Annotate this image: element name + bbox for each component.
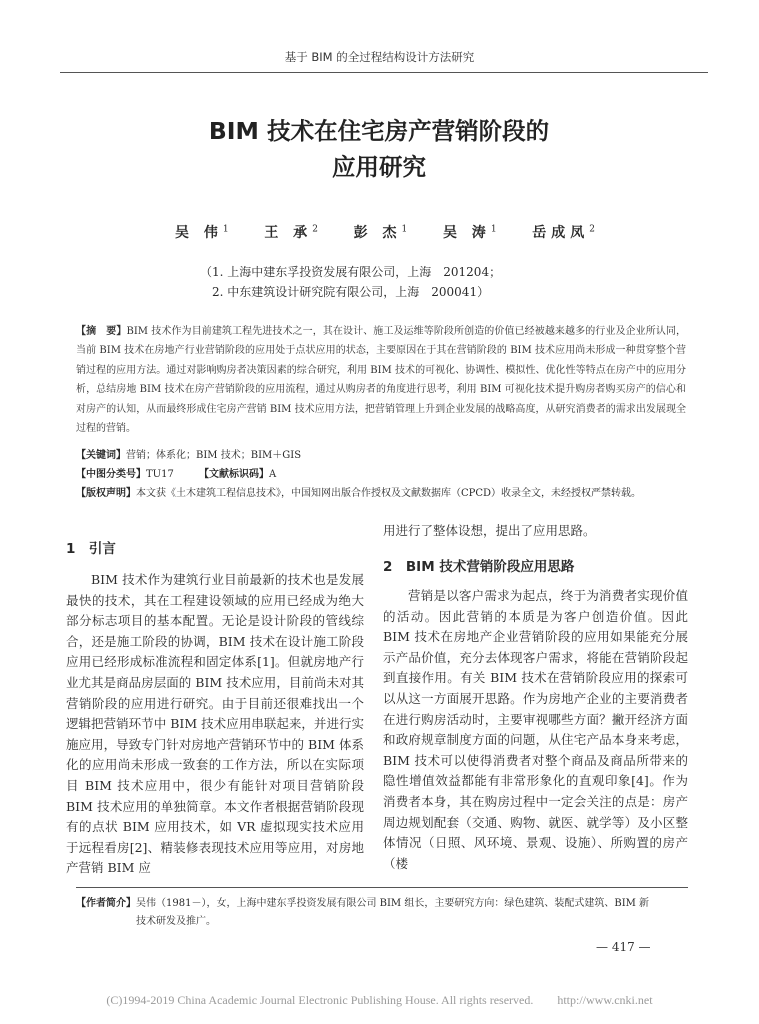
clc-code: TU17: [146, 469, 174, 480]
abstract: [76, 322, 686, 438]
author-note: [76, 895, 688, 931]
keywords-label: 【关键词】: [76, 450, 126, 461]
section-2-heading: 2 BIM 技术营销阶段应用思路: [383, 559, 575, 575]
author-note-label: 【作者简介】: [76, 898, 136, 909]
section-1-paragraph: BIM 技术作为建筑行业目前最新的技术也是发展最快的技术，其在工程建设领域的应用已经成为绝大部分标志项目的基本配置。无论是设计阶段的管线综合，还是施工阶段的协调，BIM 技术在设计施工阶段应用已经形成标准流程和固定体系[1]。但就房地产行业尤其是商品房层面的 BIM 技术应用，目前尚未对其营销阶段的应用进行研究。由于目前还很难找出一个逻辑把营销环节中 BIM 技术应用串联起来，并进行实施应用，导致专门针对房地产营销环节中的 BIM 体系化的应用尚未形成一致套的工作方法，所以在实际项目 BIM 技术应用中，很少有能针对项目营销阶段 BIM 技术应用的单独简章。本文作者根据营销阶段现有的点状 BIM 应用技术，如 VR 虚拟现实技术应用于远程看房[2]、精装修表现技术应用等应用，对房地产营销 BIM 应: [66, 572, 364, 876]
section-2-paragraph: 营销是以客户需求为起点，终于为消费者实现价值的活动。因此营销的本质是为客户创造价值。因此 BIM 技术在房地产企业营销阶段的应用如果能充分展示产品价值，充分去体现客户需求，将能在营销阶段起到直接作用。有关 BIM 技术在营销阶段应用的探索可以从这一方面展开思路。作为房地产企业的主要消费者在进行购房活动时，主要审视哪些方面？撇开经济方面和政府规章制度方面的问题，从住宅产品本身来考虑，BIM 技术可以使得消费者对整个商品及商品所带来的隐性增值效益都能有非常形象化的直观印象[4]。作为消费者本身，其在购房过程中一定会关注的点是：房产周边规划配套（交通、购物、就医、就学等）及小区整体情况（日照、风环境、景观、设施）、所购置的房产（楼: [383, 588, 688, 871]
clc-label: 【中图分类号】: [76, 469, 146, 480]
right-column-continuation: 用进行了整体设想，提出了应用思路。: [383, 523, 596, 538]
running-header: 基于 BIM 的全过程结构设计方法研究: [284, 50, 475, 64]
author-list: [175, 222, 595, 242]
copyright-label: 【版权声明】: [76, 488, 136, 499]
doc-code-label: 【文献标识码】: [199, 469, 270, 480]
classification: [76, 465, 676, 484]
section-1-heading: 1 引言: [66, 541, 116, 557]
article-title: [60, 113, 698, 185]
abstract-text: BIM 技术作为目前建筑工程先进技术之一，其在设计、施工及运维等阶段所创造的价值已经被越来越多的行业及企业所认同，当前 BIM 技术在房地产行业营销阶段的应用处于点状应用的状态，主要原因在于其在营销阶段的 BIM 技术应用尚未形成一种贯穿整个营销过程的应用方法。通过对影响购房者决策因素的综合研究，利用 BIM 技术的可视化、协调性、模拟性、优化性等特点在房产中的应用分析，总结房地 BIM 技术在房产营销阶段的应用流程，通过从购房者的角度进行思考，利用 BIM 可视化技术提升购房者购买房产的信心和对房产的认知，从而最终形成住宅房产营销 BIM 技术应用方法，把营销管理上升到企业发展的战略高度，从研究消费者的需求出发展现全过程的营销。: [76, 326, 687, 435]
copyright-statement: [76, 484, 676, 503]
keywords-text: 营销；体系化；BIM 技术；BIM＋GIS: [126, 450, 302, 461]
keywords: [76, 446, 676, 465]
footnote-rule: [76, 887, 688, 888]
author-2: 王 承$^2$: [264, 224, 318, 241]
author-4: 吴 涛$^1$: [442, 224, 497, 241]
doc-code: A: [269, 469, 277, 480]
left-column: [66, 570, 364, 879]
abstract-label: 【摘 要】: [76, 326, 127, 337]
right-column: [383, 586, 688, 874]
author-1: 吴 伟$^1$: [175, 224, 229, 241]
header-rule: [60, 72, 708, 73]
author-note-text: 吴伟（1981－），女，上海中建东孚投资发展有限公司 BIM 组长，主要研究方向：绿色建筑、装配式建筑、BIM 新技术研发及推广。: [136, 898, 650, 927]
cnki-footer: (C)1994-2019 China Academic Journal Electronic Publishing House. All rights reserved. http://www.cnki.net: [106, 993, 653, 1007]
page-number: — 417 —: [596, 940, 651, 954]
author-3: 彭 杰$^1$: [353, 224, 408, 241]
affiliation-2: 2. 中东建筑设计研究院有限公司，上海 200041）: [200, 285, 490, 299]
title-line-1: BIM 技术在住宅房产营销阶段的: [208, 117, 550, 145]
title-line-2: 应用研究: [332, 153, 426, 181]
copyright-text: 本文获《土木建筑工程信息技术》，中国知网出版合作授权及文献数据库（CPCD）收录全文，未经授权严禁转载。: [136, 488, 642, 499]
affiliation-1: （1. 上海中建东孚投资发展有限公司，上海 201204；: [200, 265, 502, 279]
author-5: 岳成凤$^2$: [532, 224, 595, 241]
